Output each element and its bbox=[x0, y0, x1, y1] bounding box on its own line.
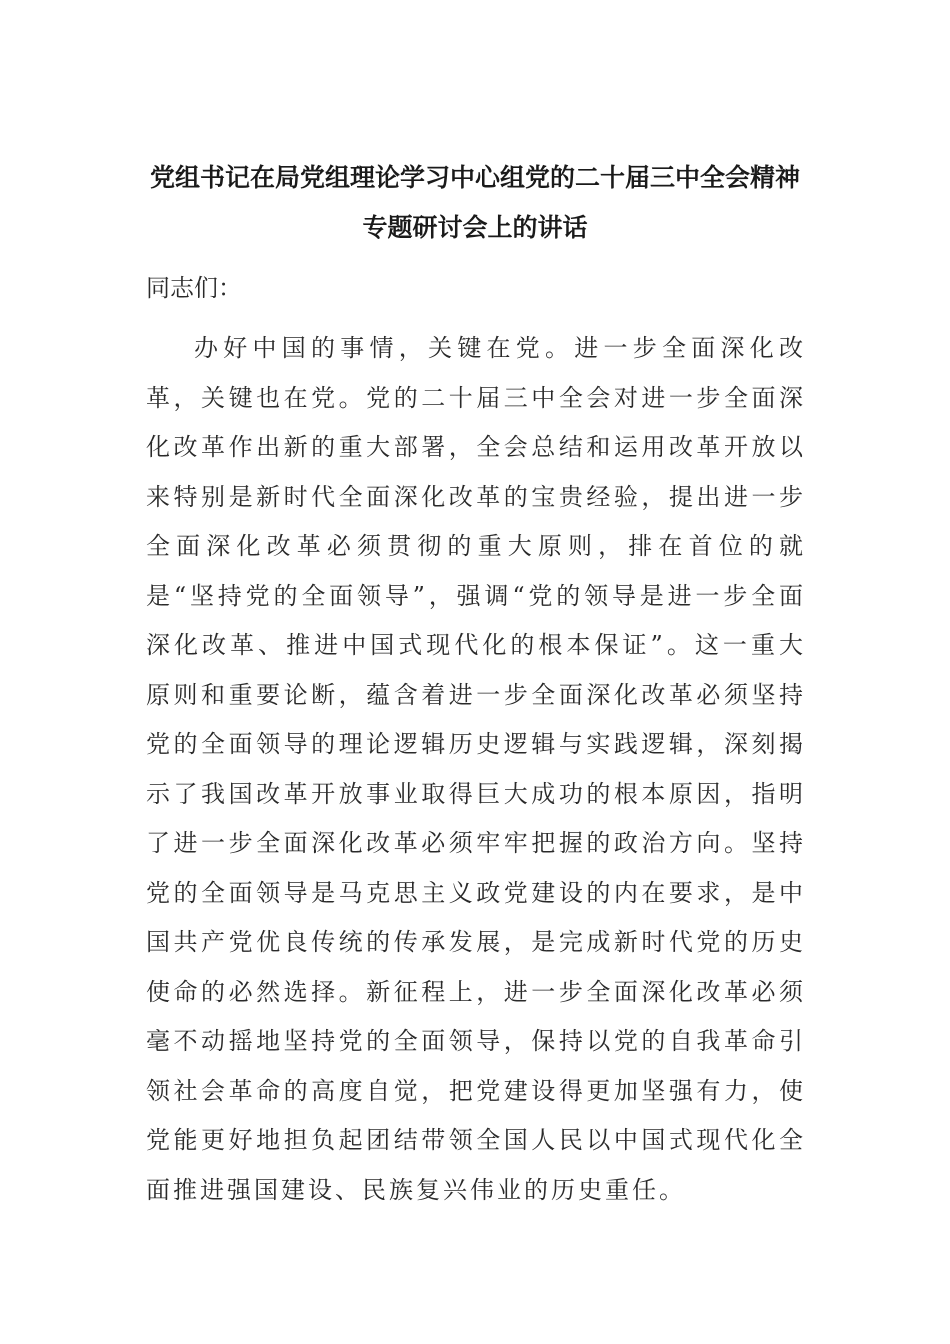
salutation: 同志们： bbox=[146, 274, 242, 302]
document-title: 党组书记在局党组理论学习中心组党的二十届三中全会精神专题研讨会上的讲话 bbox=[149, 163, 800, 242]
body-paragraph: 办好中国的事情，关键在党。进一步全面深化改革，关键也在党。党的二十届三中全会对进一步全面深化改革作出新的重大部署，全会总结和运用改革开放以来特别是新时代全面深化改革的宝贵经验，提出进一步全面深化改革必须贯彻的重大原则，排在首位的就是“坚持党的全面领导”，强调“党的领导是进一步全面深化改革、推进中国式现代化的根本保证”。这一重大原则和重要论断，蕴含着进一步全面深化改革必须坚持党的全面领导的理论逻辑历史逻辑与实践逻辑，深刻揭示了我国改革开放事业取得巨大成功的根本原因，指明了进一步全面深化改革必须牢牢把握的政治方向。坚持党的全面领导是马克思主义政党建设的内在要求，是中国共产党优良传统的传承发展，是完成新时代党的历史使命的必然选择。新征程上，进一步全面深化改革必须毫不动摇地坚持党的全面领导，保持以党的自我革命引领社会革命的高度自觉，把党建设得更加坚强有力，使党能更好地担负起团结带领全国人民以中国式现代化全面推进强国建设、民族复兴伟业的历史重任。 bbox=[146, 334, 806, 1204]
